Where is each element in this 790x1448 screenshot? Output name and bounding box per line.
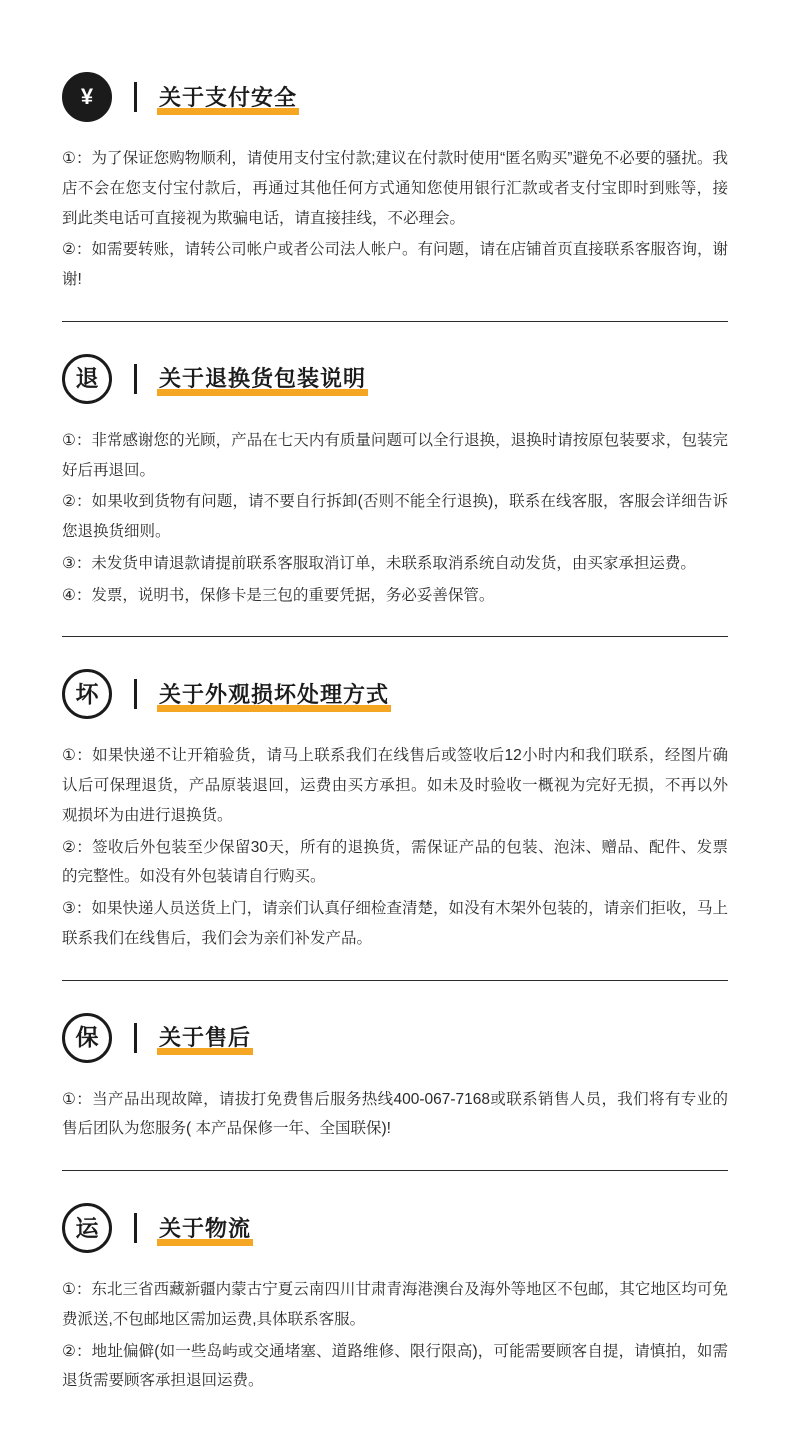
list-item: ②：地址偏僻(如一些岛屿或交通堵塞、道路维修、限行限高)，可能需要顾客自提，请慎拍，如需退货需要顾客承担退回运费。 bbox=[62, 1342, 728, 1390]
section-body bbox=[62, 1085, 728, 1145]
section-title: 关于退换货包装说明 bbox=[157, 362, 368, 395]
header-divider bbox=[134, 82, 137, 112]
section-damage-handling bbox=[62, 637, 728, 953]
section-header bbox=[62, 72, 728, 122]
header-divider bbox=[134, 364, 137, 394]
section-title: 关于支付安全 bbox=[157, 81, 299, 114]
section-body bbox=[62, 741, 728, 953]
section-header bbox=[62, 669, 728, 719]
damage-badge-icon: 坏 bbox=[62, 669, 112, 719]
return-badge-icon: 退 bbox=[62, 354, 112, 404]
list-item: ②：签收后外包装至少保留30天，所有的退换货，需保证产品的包装、泡沫、赠品、配件、发票的完整性。如没有外包装请自行购买。 bbox=[62, 838, 728, 886]
section-body bbox=[62, 144, 728, 295]
list-item: ①：非常感谢您的光顾，产品在七天内有质量问题可以全行退换，退换时请按原包装要求，包装完好后再退回。 bbox=[62, 431, 728, 479]
section-body bbox=[62, 1275, 728, 1396]
section-body bbox=[62, 426, 728, 611]
section-header bbox=[62, 354, 728, 404]
list-item: ①：如果快递不让开箱验货，请马上联系我们在线售后或签收后12小时内和我们联系，经图片确认后可保理退货，产品原装退回，运费由买方承担。如未及时验收一概视为完好无损，不再以外观损坏为由进行退换货。 bbox=[62, 747, 728, 824]
section-return-policy bbox=[62, 322, 728, 611]
list-item: ④：发票，说明书，保修卡是三包的重要凭据，务必妥善保管。 bbox=[62, 586, 495, 604]
list-item: ①：东北三省西藏新疆内蒙古宁夏云南四川甘肃青海港澳台及海外等地区不包邮，其它地区均可免费派送,不包邮地区需加运费,具体联系客服。 bbox=[62, 1281, 728, 1328]
list-item: ②：如果收到货物有问题，请不要自行拆卸(否则不能全行退换)，联系在线客服，客服会详细告诉您退换货细则。 bbox=[62, 493, 728, 540]
section-header bbox=[62, 1013, 728, 1063]
section-title: 关于物流 bbox=[157, 1212, 253, 1245]
section-logistics bbox=[62, 1171, 728, 1396]
list-item: ②：如需要转账，请转公司帐户或者公司法人帐户。有问题，请在店铺首页直接联系客服咨询，谢谢! bbox=[62, 241, 728, 288]
policy-sheet bbox=[14, 14, 776, 1428]
section-after-sales bbox=[62, 981, 728, 1145]
list-item: ①：当产品出现故障，请拔打免费售后服务热线400-067-7168或联系销售人员，我们将有专业的售后团队为您服务( 本产品保修一年、全国联保)! bbox=[62, 1090, 728, 1138]
header-divider bbox=[134, 1023, 137, 1053]
section-title: 关于外观损坏处理方式 bbox=[157, 678, 391, 711]
list-item: ①：为了保证您购物顺利，请使用支付宝付款;建议在付款时使用“匿名购买”避免不必要的骚扰。我店不会在您支付宝付款后，再通过其他任何方式通知您使用银行汇款或者支付宝即时到账等，接到此类电话可直接视为欺骗电话，请直接挂线，不必理会。 bbox=[62, 150, 728, 227]
header-divider bbox=[134, 1213, 137, 1243]
section-header bbox=[62, 1203, 728, 1253]
list-item: ③：未发货申请退款请提前联系客服取消订单，未联系取消系统自动发货，由买家承担运费。 bbox=[62, 554, 696, 572]
header-divider bbox=[134, 679, 137, 709]
section-payment-safety bbox=[62, 40, 728, 295]
payment-badge-icon: ¥ bbox=[62, 72, 112, 122]
warranty-badge-icon: 保 bbox=[62, 1013, 112, 1063]
logistics-badge-icon: 运 bbox=[62, 1203, 112, 1253]
list-item: ③：如果快递人员送货上门，请亲们认真仔细检查清楚，如没有木架外包装的，请亲们拒收，马上联系我们在线售后，我们会为亲们补发产品。 bbox=[62, 900, 728, 947]
section-title: 关于售后 bbox=[157, 1021, 253, 1054]
